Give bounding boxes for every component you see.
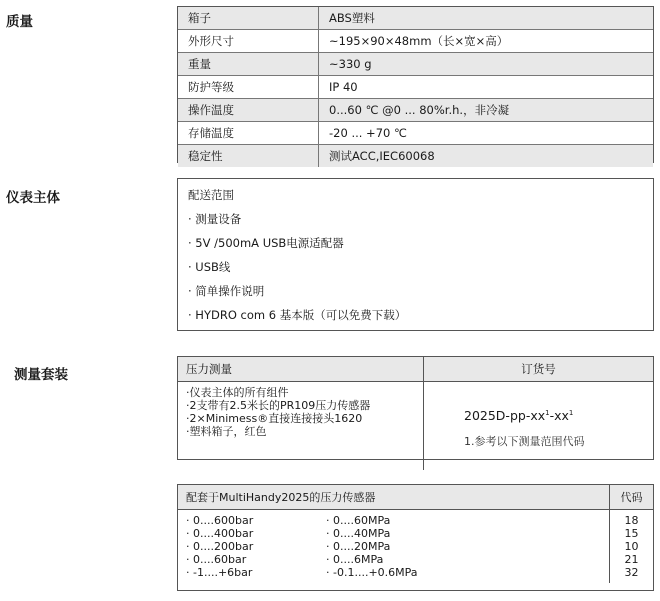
spec-value: IP 40 bbox=[319, 76, 654, 99]
range-bar: · 0....200bar bbox=[186, 540, 254, 553]
list-item: · 简单操作说明 bbox=[188, 284, 265, 298]
spec-key: 操作温度 bbox=[178, 99, 319, 122]
list-item: · 5V /500mA USB电源适配器 bbox=[188, 236, 344, 250]
range-bar: · 0....600bar bbox=[186, 514, 254, 527]
spec-key: 防护等级 bbox=[178, 76, 319, 99]
spec-key: 箱子 bbox=[178, 7, 319, 30]
spec-key: 存储温度 bbox=[178, 122, 319, 145]
sensor-range-mpa bbox=[326, 510, 609, 584]
spec-table bbox=[177, 6, 654, 163]
set-item: ·2×Minimess®直接连接接头1620 bbox=[186, 412, 363, 425]
section-label-main-unit: 仪表主体 bbox=[6, 190, 60, 206]
range-bar: · -1....+6bar bbox=[186, 566, 253, 579]
range-mpa: · 0....6MPa bbox=[326, 553, 384, 566]
code: 21 bbox=[624, 553, 639, 566]
range-mpa: · 0....20MPa bbox=[326, 540, 391, 553]
spec-value: 测试ACC,IEC60068 bbox=[319, 145, 654, 168]
range-bar: · 0....60bar bbox=[186, 553, 247, 566]
set-item: ·仪表主体的所有组件 bbox=[186, 386, 289, 399]
scope-heading: 配送范围 bbox=[188, 188, 234, 202]
range-mpa: · 0....40MPa bbox=[326, 527, 391, 540]
spec-row bbox=[178, 76, 653, 99]
set-col-header: 压力测量 bbox=[178, 357, 424, 382]
sensor-range-bar bbox=[178, 510, 326, 584]
spec-key: 稳定性 bbox=[178, 145, 319, 168]
range-mpa: · -0.1....+0.6MPa bbox=[326, 566, 418, 579]
spec-row bbox=[178, 99, 653, 122]
section-label-quality: 质量 bbox=[6, 14, 33, 30]
sensor-table bbox=[177, 484, 654, 591]
sensor-codes bbox=[609, 510, 653, 584]
order-number: $2025D-pp-xx^1-xx^1$ bbox=[464, 408, 574, 423]
set-items bbox=[178, 382, 424, 471]
code: 10 bbox=[624, 540, 639, 553]
range-mpa: · 0....60MPa bbox=[326, 514, 391, 527]
range-bar: · 0....400bar bbox=[186, 527, 254, 540]
main-unit-box bbox=[177, 178, 654, 331]
spec-row bbox=[178, 122, 653, 145]
list-item: · 测量设备 bbox=[188, 212, 242, 226]
code: 18 bbox=[624, 514, 639, 527]
spec-row bbox=[178, 7, 653, 30]
list-item: · HYDRO com 6 基本版（可以免费下载） bbox=[188, 308, 407, 322]
code: 15 bbox=[624, 527, 639, 540]
section-label-measure-set: 测量套装 bbox=[14, 367, 68, 383]
spec-key: 重量 bbox=[178, 53, 319, 76]
spec-row bbox=[178, 53, 653, 76]
list-item: · USB线 bbox=[188, 260, 231, 274]
order-cell bbox=[424, 382, 654, 471]
spec-value: ~330 g bbox=[319, 53, 654, 76]
set-table bbox=[177, 356, 654, 460]
order-col-header: 订货号 bbox=[424, 357, 654, 382]
set-item: ·2支带有2.5米长的PR109压力传感器 bbox=[186, 399, 371, 412]
spec-value: ABS塑料 bbox=[319, 7, 654, 30]
spec-row bbox=[178, 145, 653, 168]
code: 32 bbox=[624, 566, 639, 579]
set-item: ·塑料箱子，红色 bbox=[186, 425, 267, 438]
spec-value: ~195×90×48mm（长×宽×高） bbox=[319, 30, 654, 53]
order-note: 1.参考以下测量范围代码 bbox=[464, 435, 585, 448]
spec-value: 0...60 ℃ @0 ... 80%r.h.，非冷凝 bbox=[319, 99, 654, 122]
code-col-header: 代码 bbox=[609, 485, 653, 510]
spec-value: -20 ... +70 ℃ bbox=[319, 122, 654, 145]
spec-key: 外形尺寸 bbox=[178, 30, 319, 53]
spec-row bbox=[178, 30, 653, 53]
sensor-col-header: 配套于MultiHandy2025的压力传感器 bbox=[178, 485, 609, 510]
